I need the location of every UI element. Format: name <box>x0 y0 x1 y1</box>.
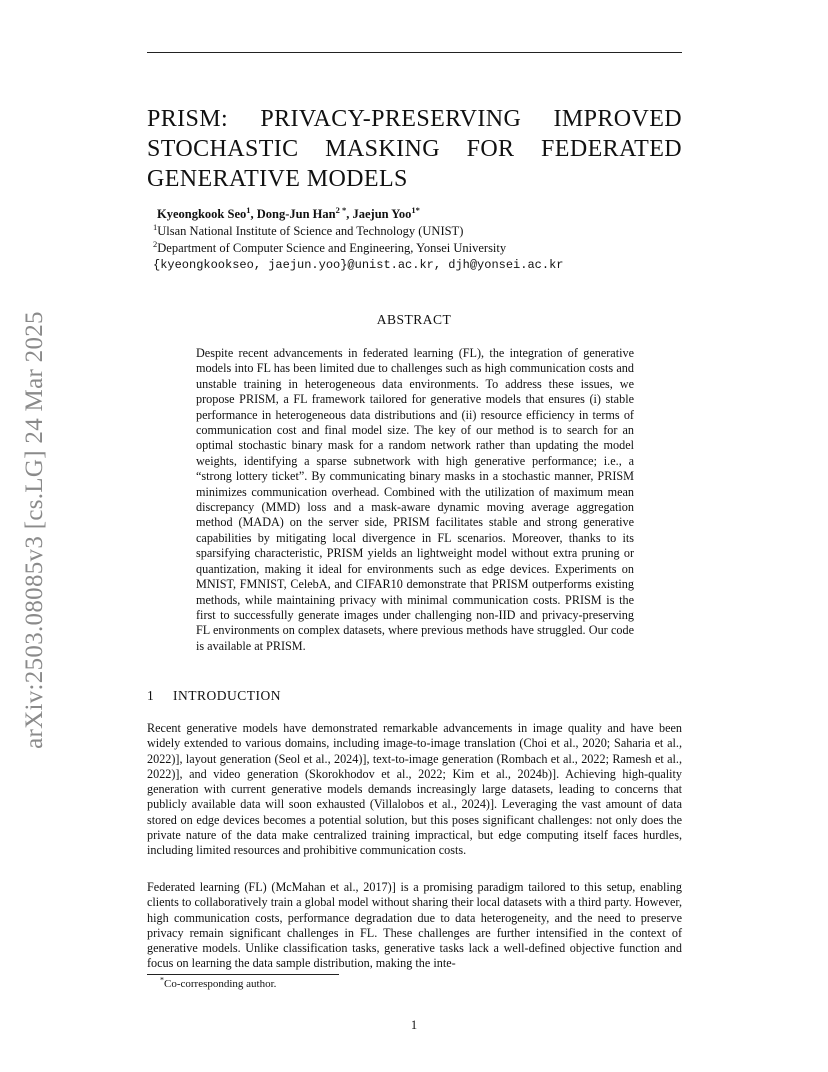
author-affil-mark: 1 <box>246 204 251 215</box>
title-line: GENERATIVE MODELS <box>147 166 408 192</box>
arxiv-id[interactable]: arXiv:2503.08085v3 [cs.LG] 24 Mar 2025 <box>21 311 48 749</box>
affiliation-1 <box>153 221 464 239</box>
author-separator: , <box>346 207 353 221</box>
author-affil-mark: 1* <box>411 204 420 215</box>
abstract-heading: ABSTRACT <box>376 312 452 327</box>
author-name: Kyeongkook Seo <box>157 207 247 221</box>
affiliation-text: Ulsan National Institute of Science and Technology (UNIST) <box>157 224 464 238</box>
affiliation-text: Department of Computer Science and Engineering, Yonsei University <box>157 241 507 255</box>
author-affil-mark: 2 * <box>335 204 347 215</box>
footnote-text: Co-corresponding author. <box>164 978 277 990</box>
author-name: Dong-Jun Han <box>256 207 336 221</box>
affiliation-2 <box>153 238 507 256</box>
arxiv-watermark <box>10 300 60 760</box>
body-paragraph: Federated learning (FL) (McMahan et al., 2017)] is a promising paradigm tailored to this setup, enabling clients to collaboratively train a global model without sharing their local datasets with a third party. However, high communication costs, performance degradation due to data heterogeneity, and the need to preserve privacy remain significant challenges in FL. These challenges are further intensified in the context of generative models. Unlike classification tasks, generative tasks lack a well-defined objective function and focus on learning the data sample distribution, making the inte- <box>147 880 682 971</box>
page-number: 1 <box>410 1018 418 1032</box>
author-name: Jaejun Yoo <box>352 207 412 221</box>
title-line: PRISM: PRIVACY-PRESERVING IMPROVED <box>147 106 682 132</box>
paper-title <box>147 104 682 194</box>
affiliation-mark: 2 <box>153 238 158 249</box>
author-emails[interactable]: {kyeongkookseo, jaejun.yoo}@unist.ac.kr, djh@yonsei.ac.kr <box>153 258 564 272</box>
footnote-rule <box>147 974 339 975</box>
section-heading <box>147 688 281 704</box>
section-number: 1 <box>147 688 155 703</box>
author-separator: , <box>250 207 257 221</box>
body-paragraph: Recent generative models have demonstrated remarkable advancements in image quality and have been widely extended to various domains, including image-to-image translation (Choi et al., 2020; Saharia et al., 2022)], layout generation (Seol et al., 2024)], text-to-image generation (Rombach et al., 2022; Ramesh et al., 2022)], and video generation (Skorokhodov et al., 2022; Kim et al., 2024b)]. Achieving high-quality generation with current generative models demands increasingly large datasets, leading to concerns that publicly available data will soon exhausted (Villalobos et al., 2024)]. Leveraging the vast amount of data stored on edge devices becomes a potential solution, but this poses significant challenges: not only does the private nature of the data make centralized training impractical, but edge computing itself faces hurdles, including limited resources and prohibitive communication costs. <box>147 721 682 858</box>
author-list <box>157 204 420 222</box>
header-rule <box>147 52 682 53</box>
footnote-mark: * <box>160 975 164 985</box>
title-line: STOCHASTIC MASKING FOR FEDERATED <box>147 136 682 162</box>
footnote <box>160 975 277 990</box>
section-title: INTRODUCTION <box>173 688 281 703</box>
abstract-body: Despite recent advancements in federated learning (FL), the integration of generative models into FL has been limited due to challenges such as high communication costs and unstable training in heterogeneous data environments. To address these issues, we propose PRISM, a FL framework tailored for generative models that ensures (i) stable performance in heterogeneous data distributions and (ii) resource efficiency in terms of communication cost and final model size. The key of our method is to search for an optimal stochastic binary mask for a random network rather than updating the model weights, identifying a sparse subnetwork with high generative performance; i.e., a “strong lottery ticket”. By communicating binary masks in a stochastic manner, PRISM minimizes communication overhead. Combined with the utilization of maximum mean discrepancy (MMD) loss and a mask-aware dynamic moving average aggregation method (MADA) on the server side, PRISM facilitates stable and strong generative capabilities by mitigating local divergence in FL scenarios. Moreover, thanks to its sparsifying characteristic, PRISM yields an lightweight model without extra pruning or quantization, making it ideal for environments such as edge devices. Experiments on MNIST, FMNIST, CelebA, and CIFAR10 demonstrate that PRISM outperforms existing methods, while maintaining privacy with minimal communication costs. PRISM is the first to successfully generate images under challenging non-IID and privacy-preserving FL environments on complex datasets, where previous methods have struggled. Our code is available at PRISM. <box>196 346 634 653</box>
affiliation-mark: 1 <box>153 221 158 232</box>
